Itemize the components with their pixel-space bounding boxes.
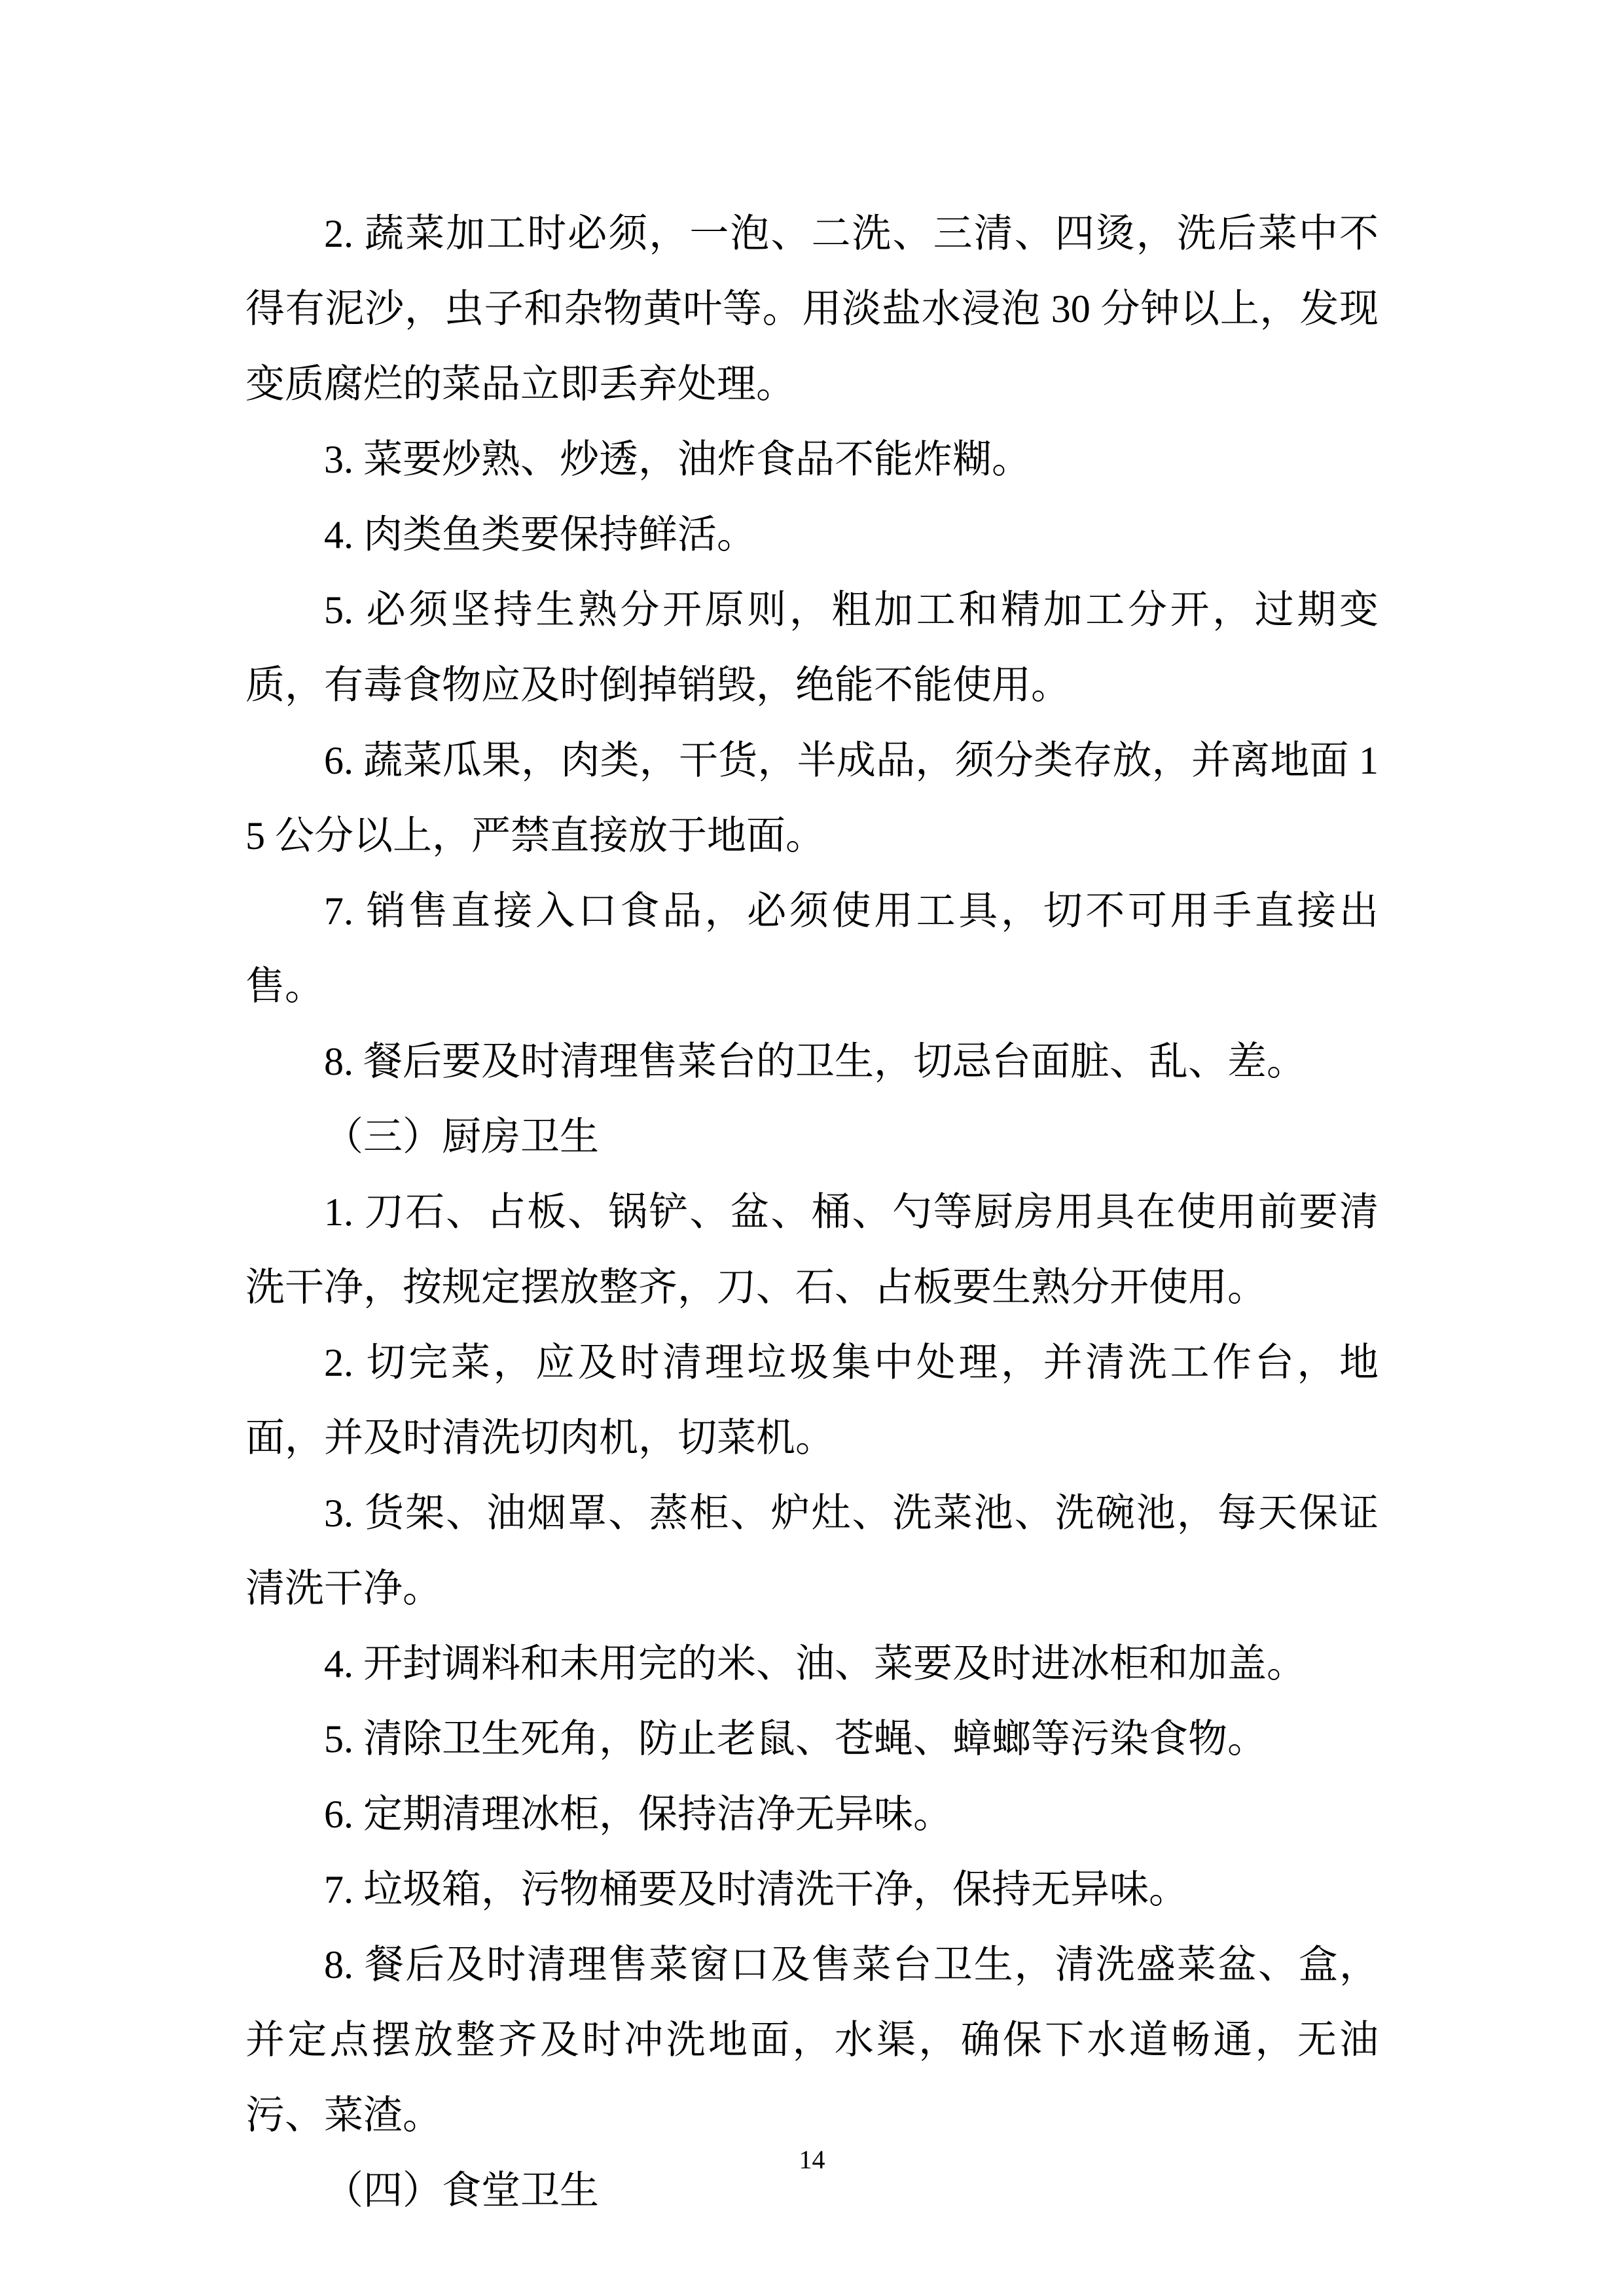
- paragraph: 2. 蔬菜加工时必须，一泡、二洗、三清、四烫，洗后菜中不得有泥沙，虫子和杂物黄叶等。用淡盐水浸泡 30 分钟以上，发现变质腐烂的菜品立即丢弃处理。: [245, 212, 1379, 406]
- paragraph: 7. 垃圾箱，污物桶要及时清洗干净，保持无异味。: [324, 1868, 1188, 1911]
- paragraph: 6. 定期清理冰柜，保持洁净无异味。: [324, 1793, 952, 1836]
- page-footer: [0, 2140, 1624, 2179]
- document-body: [245, 196, 1379, 2229]
- paragraph: 6. 蔬菜瓜果，肉类，干货，半成品，须分类存放，并离地面 15 公分以上，严禁直接放于地面。: [245, 739, 1379, 857]
- paragraph: 2. 切完菜，应及时清理垃圾集中处理，并清洗工作台，地面，并及时清洗切肉机，切菜机。: [245, 1341, 1379, 1460]
- paragraph: 8. 餐后要及时清理售菜台的卫生，切忌台面脏、乱、差。: [324, 1040, 1306, 1083]
- paragraph: 8. 餐后及时清理售菜窗口及售菜台卫生，清洗盛菜盆、盒，并定点摆放整齐及时冲洗地面，水渠，确保下水道畅通，无油污、菜渣。: [245, 1943, 1379, 2137]
- paragraph: 4. 开封调料和未用完的米、油、菜要及时进冰柜和加盖。: [324, 1642, 1306, 1685]
- paragraph: 4. 肉类鱼类要保持鲜活。: [324, 513, 756, 556]
- page-number: 14: [799, 2145, 825, 2174]
- paragraph: 5. 必须坚持生熟分开原则，粗加工和精加工分开，过期变质，有毒食物应及时倒掉销毁，绝能不能使用。: [245, 588, 1379, 707]
- paragraph: 7. 销售直接入口食品，必须使用工具，切不可用手直接出售。: [245, 889, 1379, 1008]
- paragraph: 1. 刀石、占板、锅铲、盆、桶、勺等厨房用具在使用前要清洗干净，按规定摆放整齐，刀、石、占板要生熟分开使用。: [245, 1191, 1379, 1309]
- section-heading: （四）食堂卫生: [324, 2169, 599, 2212]
- paragraph: 3. 菜要炒熟、炒透，油炸食品不能炸糊。: [324, 438, 1031, 481]
- paragraph: 3. 货架、油烟罩、蒸柜、炉灶、洗菜池、洗碗池，每天保证清洗干净。: [245, 1492, 1379, 1610]
- section-heading: （三）厨房卫生: [324, 1115, 599, 1158]
- paragraph: 5. 清除卫生死角，防止老鼠、苍蝇、蟑螂等污染食物。: [324, 1717, 1267, 1761]
